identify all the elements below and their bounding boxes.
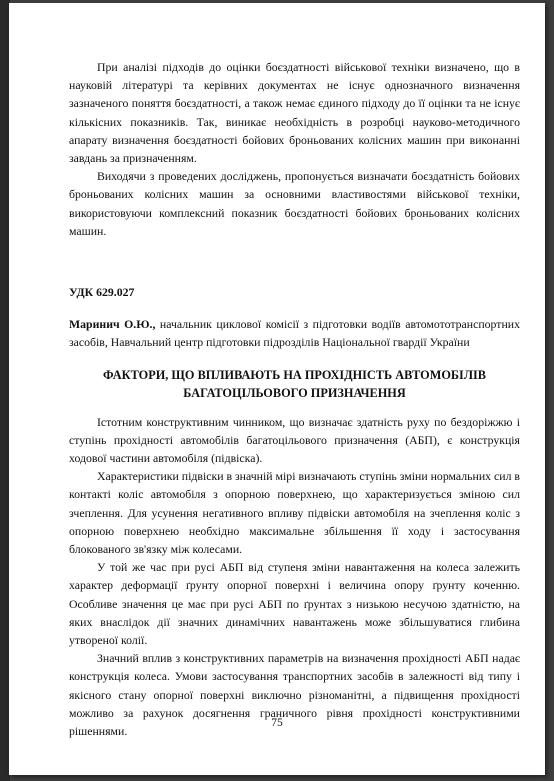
udk-code: УДК 629.027: [69, 285, 135, 300]
article-paragraph: Значний вплив з конструктивних параметрів на визначення прохідності АБП надає конструкція колеса. Умови застосування транспортних засобів в залежності від типу і якісного стану опорної поверхні виключно різноманітні, а підвищення прохідності можливо за рахунок досягнення граничного рівня прохідності конструктивними рішеннями.: [69, 651, 520, 739]
author-name: Маринич О.Ю.,: [69, 317, 156, 332]
intro-paragraph: При аналізі підходів до оцінки боєздатності військової техніки визначено, що в науковій літературі та керівних документах не існує однозначного визначення зазначеного поняття боєздатності, а також немає єдиного підходу до її оцінки та не існує кількісних показників. Так, виникає необхідність в розробці науково-методичного апарату визначення боєздатності бойових броньованих колісних машин при виконанні завдань за призначенням.: [69, 60, 520, 166]
article-title: ФАКТОРИ, ЩО ВПЛИВАЮТЬ НА ПРОХІДНІСТЬ АВТОМОБІЛІВ БАГАТОЦІЛЬОВОГО ПРИЗНАЧЕННЯ: [103, 367, 486, 401]
article-paragraph: Характеристики підвіски в значній мірі визначають ступінь зміни нормальних сил в контакті коліс автомобіля з опорною поверхнею, що характеризується зміною сил зчеплення. Для усунення негативного впливу підвіски автомобіля на зчеплення коліс з опорною поверхнею необхідно максимальне збільшення її ходу і застосування блокованого зв'язку між колесами.: [69, 469, 520, 557]
page-content: [69, 58, 520, 740]
intro-paragraph: Виходячи з проведених досліджень, пропонується визначати боєздатність бойових броньованих колісних машин за основними властивостями військової техніки, використовуючи комплексний показник боєздатності бойових броньованих колісних машин.: [69, 169, 520, 238]
document-page: [9, 3, 545, 775]
author-details: начальник циклової комісії з підготовки водіїв автомототранспортних засобів, Навчальний центр підготовки підрозділів Національної гвардії України: [69, 317, 520, 350]
article-paragraph: Істотним конструктивним чинником, що визначає здатність руху по бездоріжжю і ступінь прохідності автомобілів багатоцільового призначення (АБП), є конструкція ходової частини автомобіля (підвіска).: [69, 414, 520, 466]
author-info: [69, 315, 520, 351]
page-number: 75: [271, 717, 283, 729]
article-paragraph: У той же час при русі АБП від ступеня зміни навантаження на колеса залежить характер деформації ґрунту опорної поверхні і величина опору ґрунту коченню. Особливе значення це має при русі АБП по ґрунтах з низькою несучою здатністю, на яких внаслідок дії значних динамічних навантажень може збільшуватися глибина утвореної колії.: [69, 560, 520, 648]
